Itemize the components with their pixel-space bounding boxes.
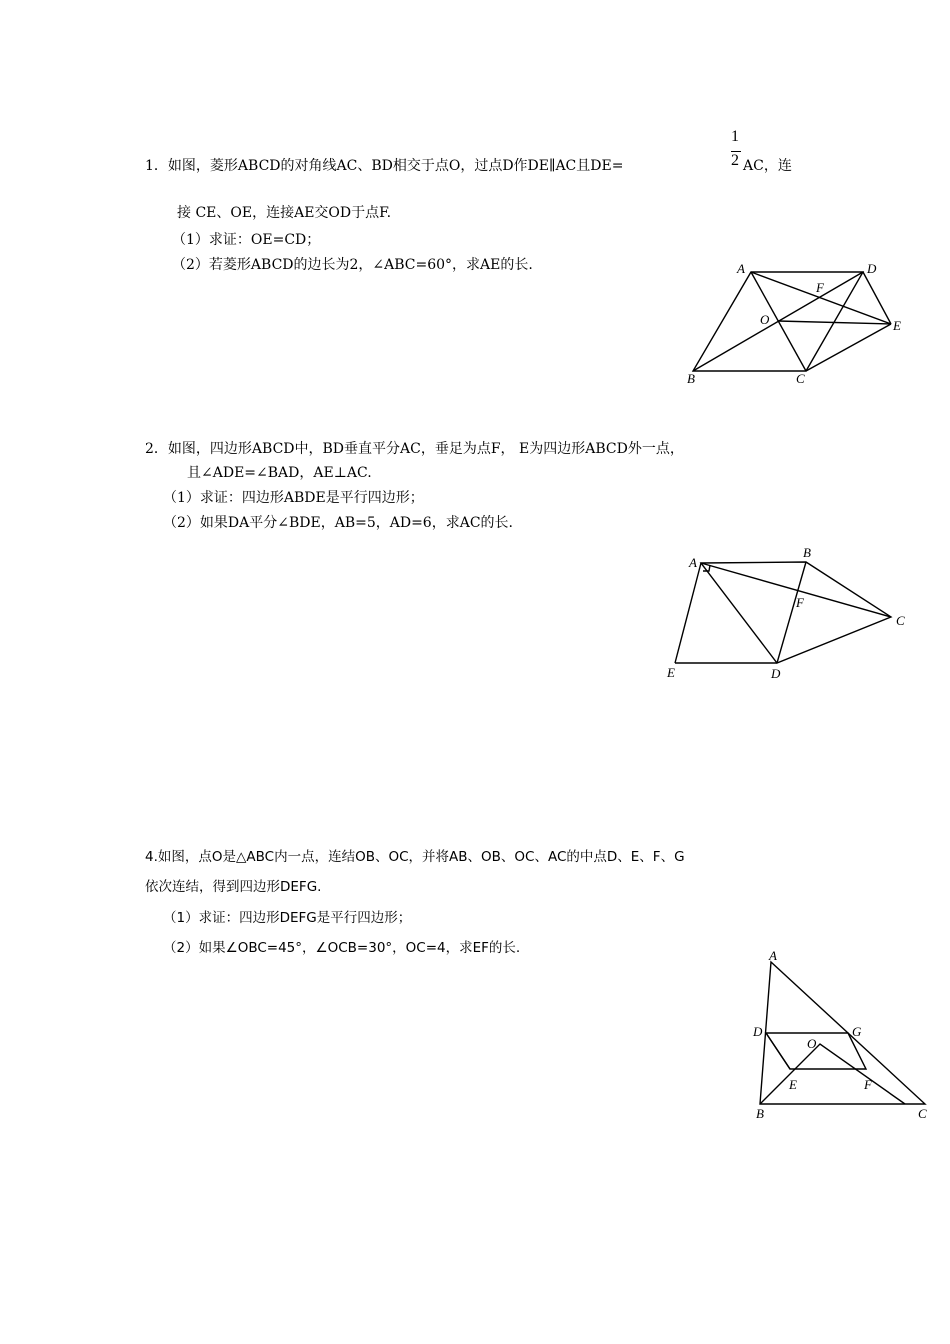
- p2-label-b: B: [803, 545, 811, 560]
- p1-label-b: B: [687, 371, 695, 386]
- problem1-line1: 1．如图，菱形ABCD的对角线AC、BD相交于点O，过点D作DE∥AC且DE=: [145, 158, 624, 174]
- p2-label-c: C: [896, 613, 905, 628]
- p4-label-b: B: [756, 1106, 764, 1121]
- p4-label-o: O: [807, 1036, 817, 1051]
- problem1-fraction-numerator: 1: [731, 128, 739, 145]
- p1-label-d: D: [867, 261, 877, 276]
- problem1-question2: （2）若菱形ABCD的边长为2，∠ABC=60°，求AE的长.: [172, 257, 533, 273]
- p4-label-c: C: [918, 1106, 927, 1121]
- problem1-question1: （1）求证：OE=CD；: [172, 232, 321, 248]
- p1-label-a: A: [737, 261, 745, 276]
- problem1-line2: 接 CE、OE，连接AE交OD于点F.: [177, 205, 392, 221]
- p2-label-d: D: [771, 666, 781, 681]
- p2-label-f: F: [796, 595, 804, 610]
- problem1-fraction-denominator: 2: [731, 152, 739, 169]
- problem2-question1: （1）求证：四边形ABDE是平行四边形；: [163, 490, 424, 506]
- p1-label-e: E: [893, 318, 901, 333]
- p4-label-g: G: [852, 1024, 862, 1039]
- p4-label-a: A: [769, 948, 777, 963]
- problem4-question1: （1）求证：四边形DEFG是平行四边形；: [163, 910, 412, 926]
- p4-label-f: F: [864, 1077, 872, 1092]
- p2-label-a: A: [689, 555, 697, 570]
- p4-label-e: E: [789, 1077, 797, 1092]
- p1-label-f: F: [816, 280, 824, 295]
- p4-label-d: D: [753, 1024, 763, 1039]
- problem4-line2: 依次连结，得到四边形DEFG.: [145, 879, 322, 895]
- problem2-question2: （2）如果DA平分∠BDE，AB=5，AD=6，求AC的长.: [163, 515, 513, 531]
- problem4-line1: 4.如图，点O是△ABC内一点，连结OB、OC，并将AB、OB、OC、AC的中点D、E、F、G: [145, 849, 685, 865]
- problem4-question2: （2）如果∠OBC=45°，∠OCB=30°，OC=4，求EF的长.: [163, 940, 521, 956]
- problem2-line2: 且∠ADE=∠BAD，AE⊥AC.: [187, 465, 372, 481]
- p1-label-c: C: [796, 371, 805, 386]
- problem2-line1: 2．如图，四边形ABCD中，BD垂直平分AC，垂足为点F， E为四边形ABCD外一点，: [145, 441, 684, 457]
- p1-label-o: O: [760, 312, 770, 327]
- problem1-line1-tail: AC，连: [743, 158, 792, 174]
- p2-label-e: E: [667, 665, 675, 680]
